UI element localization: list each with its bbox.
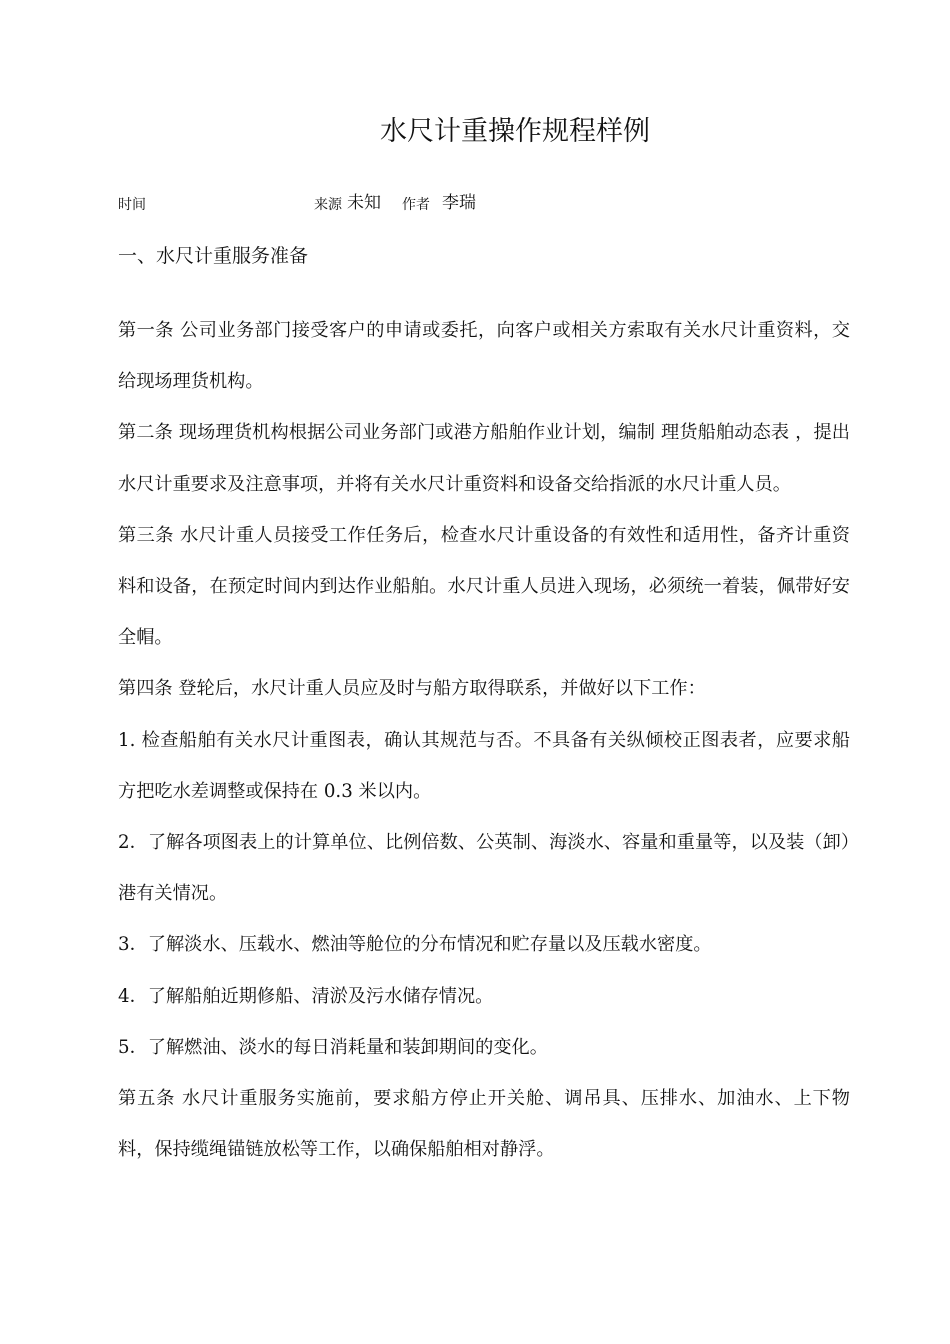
section-heading: 一、水尺计重服务准备 (118, 245, 309, 267)
document-meta (118, 188, 858, 218)
paragraph: 第二条 现场理货机构根据公司业务部门或港方船舶作业计划，编制 理货船舶动态表 ，提出水尺计重要求及注意事项，并将有关水尺计重资料和设备交给指派的水尺计重人员。 (118, 422, 850, 495)
paragraph: 1. 检查船舶有关水尺计重图表，确认其规范与否。不具备有关纵倾校正图表者，应要求船方把吃水差调整或保持在 0.3 米以内。 (118, 729, 850, 802)
document-title: 水尺计重操作规程样例 (380, 116, 650, 147)
document-body (118, 305, 850, 1175)
source-value: 未知 (347, 193, 381, 213)
paragraph: 3．了解淡水、压载水、燃油等舱位的分布情况和贮存量以及压载水密度。 (118, 934, 712, 956)
author-label: 作者 (402, 197, 430, 213)
paragraph: 第三条 水尺计重人员接受工作任务后，检查水尺计重设备的有效性和适用性，备齐计重资料和设备，在预定时间内到达作业船舶。水尺计重人员进入现场，必须统一着装，佩带好安全帽。 (118, 524, 850, 649)
paragraph: 4．了解船舶近期修船、清淤及污水储存情况。 (118, 985, 494, 1007)
source-label: 来源 (314, 197, 342, 213)
paragraph: 第五条 水尺计重服务实施前，要求船方停止开关舱、调吊具、压排水、加油水、上下物料，保持缆绳锚链放松等工作，以确保船舶相对静浮。 (118, 1088, 850, 1161)
paragraph: 第一条 公司业务部门接受客户的申请或委托，向客户或相关方索取有关水尺计重资料，交给现场理货机构。 (118, 320, 850, 393)
paragraph: 2．了解各项图表上的计算单位、比例倍数、公英制、海淡水、容量和重量等，以及装（卸）港有关情况。 (118, 832, 850, 905)
time-label: 时间 (118, 197, 146, 213)
author-value: 李瑞 (442, 193, 476, 213)
paragraph: 5．了解燃油、淡水的每日消耗量和装卸期间的变化。 (118, 1036, 548, 1058)
paragraph: 第四条 登轮后，水尺计重人员应及时与船方取得联系，并做好以下工作： (118, 678, 706, 700)
